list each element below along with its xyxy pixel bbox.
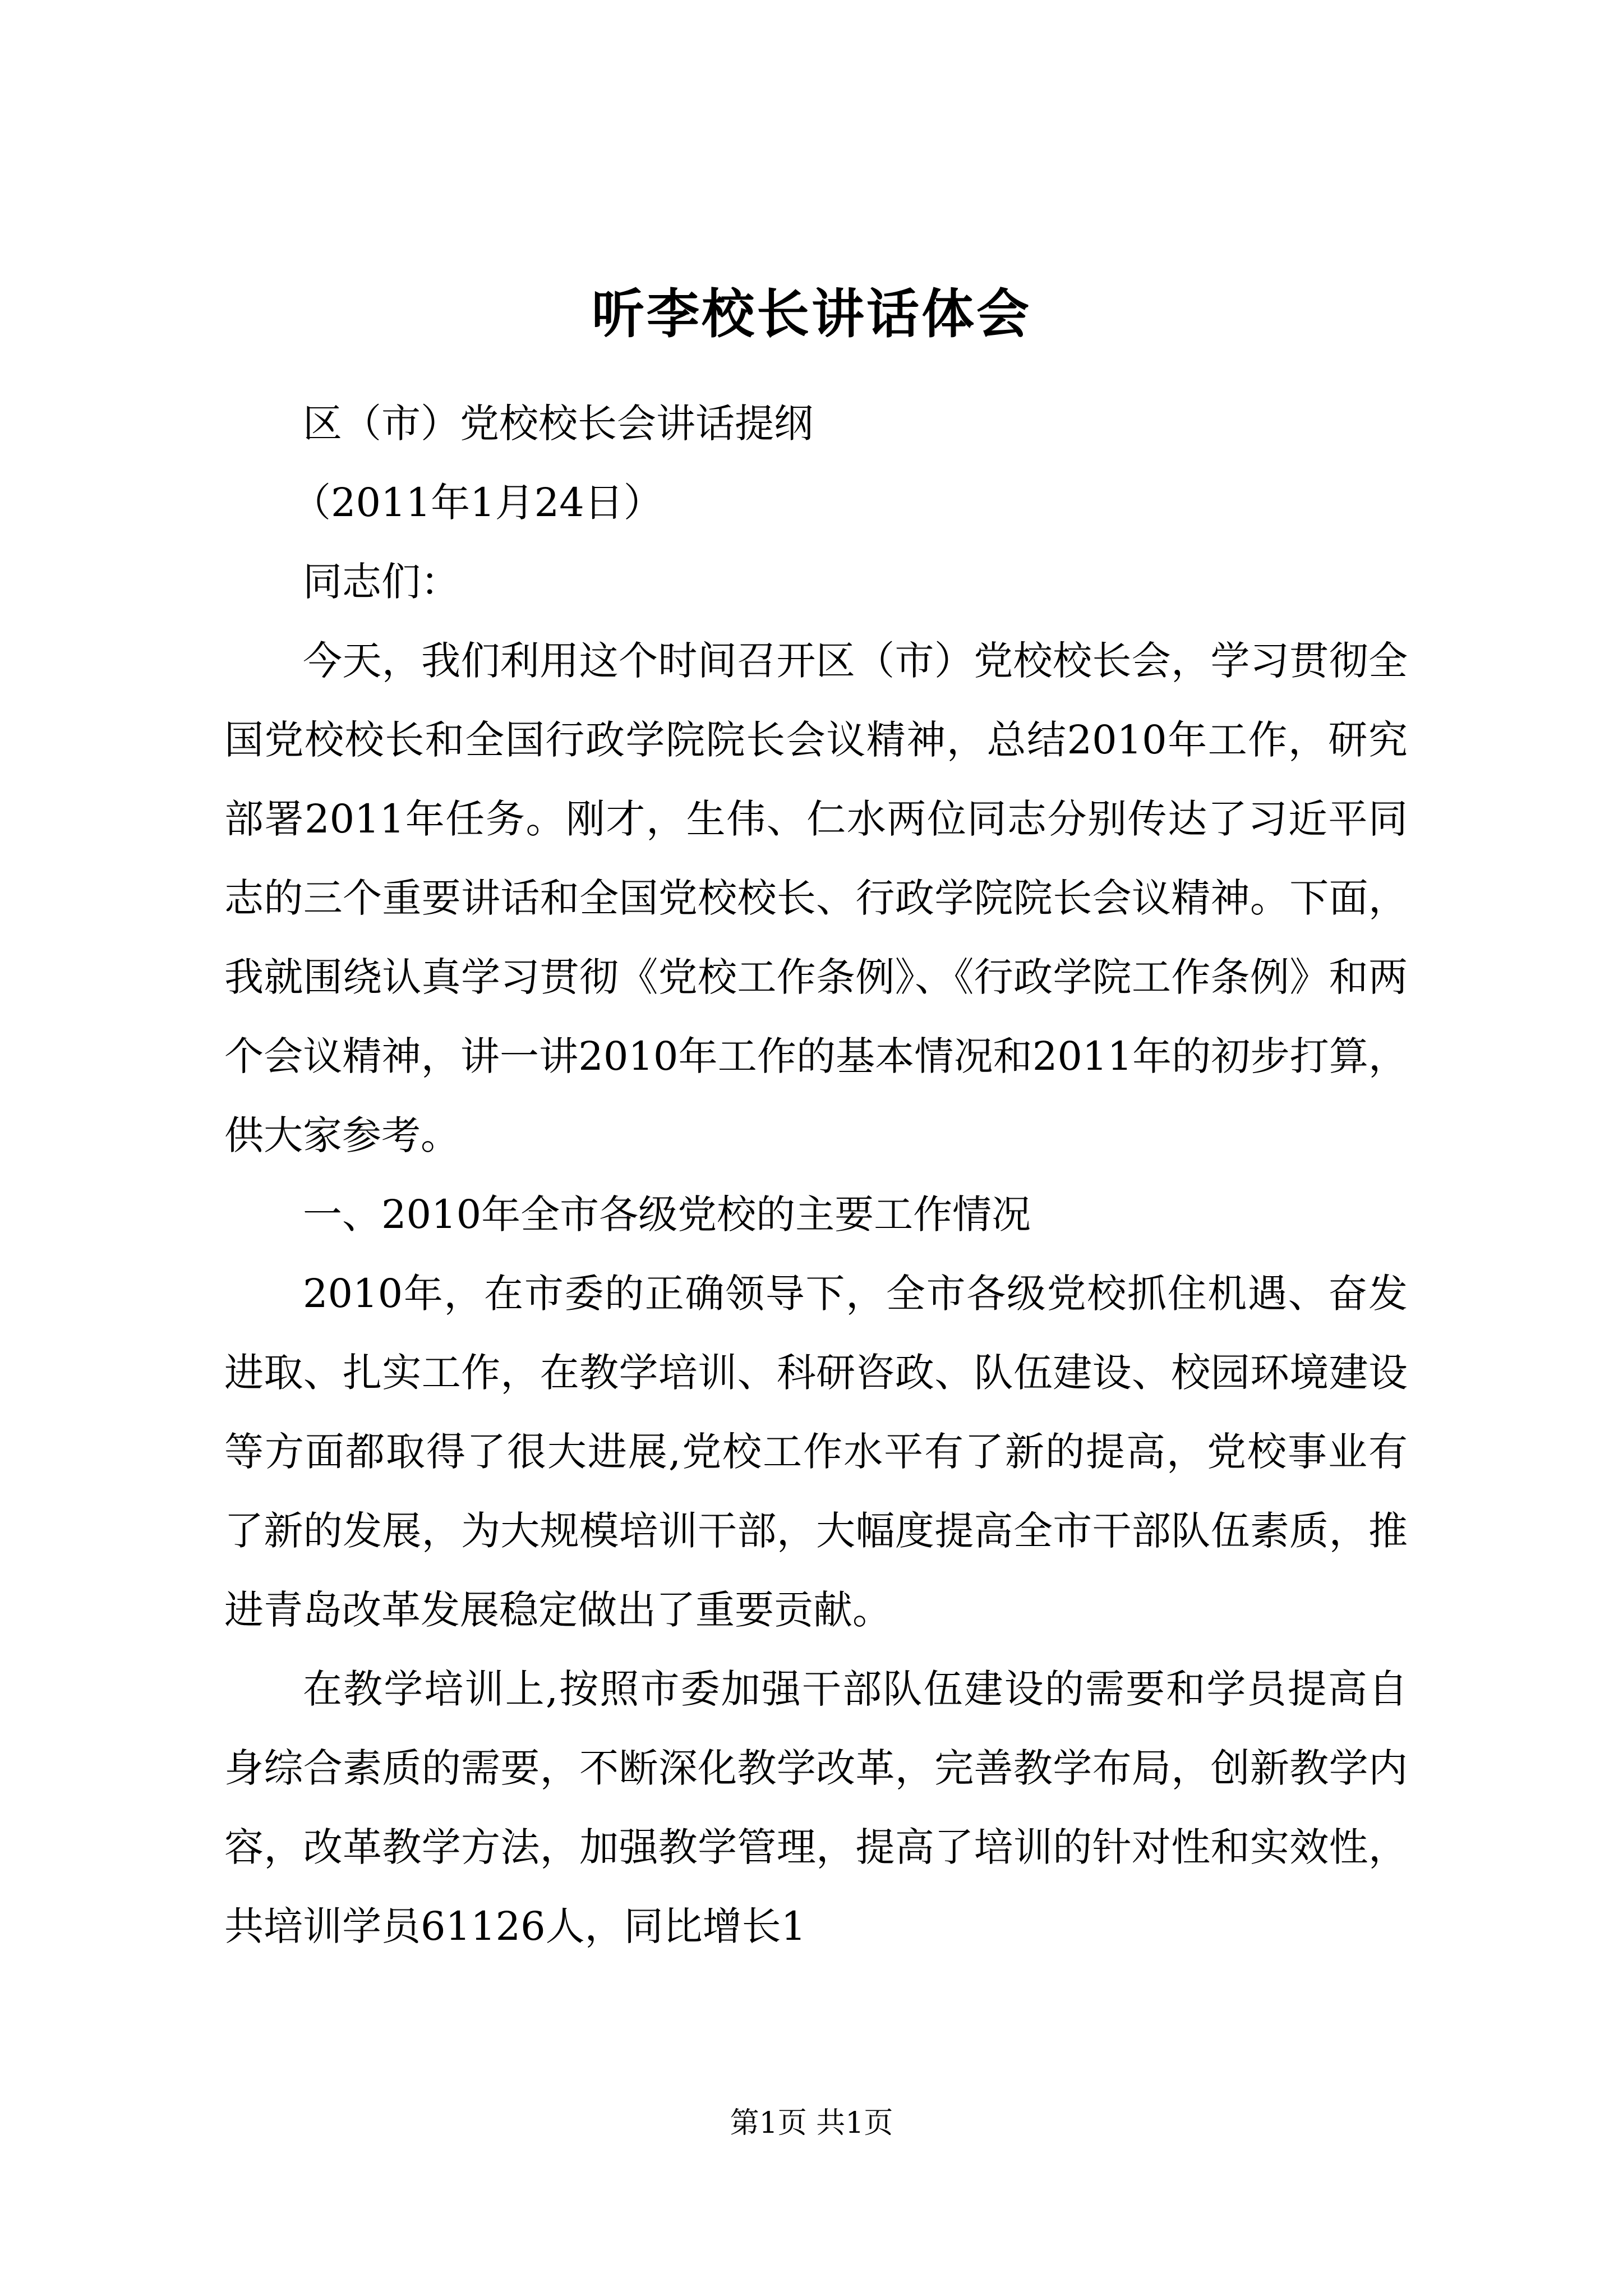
document-body [224, 384, 1408, 1966]
paragraph-intro: 今天，我们利用这个时间召开区（市）党校校长会，学习贯彻全国党校校长和全国行政学院院长会议精神，总结2010年工作，研究部署2011年任务。刚才，生伟、仁水两位同志分别传达了习近平同志的三个重要讲话和全国党校校长、行政学院院长会议精神。下面，我就围绕认真学习贯彻《党校工作条例》、《行政学院工作条例》和两个会议精神，讲一讲2010年工作的基本情况和2011年的初步打算，供大家参考。 [224, 638, 1408, 1158]
document-title: 听李校长讲话体会 [591, 283, 1031, 345]
paragraph-teaching: 在教学培训上,按照市委加强干部队伍建设的需要和学员提高自身综合素质的需要，不断深化教学改革，完善教学布局，创新教学内容，改革教学方法，加强教学管理，提高了培训的针对性和实效性，共培训学员61126人，同比增长1 [224, 1666, 1408, 1949]
paragraph-2010-summary: 2010年，在市委的正确领导下，全市各级党校抓住机遇、奋发进取、扎实工作，在教学培训、科研咨政、队伍建设、校园环境建设等方面都取得了很大进展,党校工作水平有了新的提高，党校事业有了新的发展，为大规模培训干部，大幅度提高全市干部队伍素质，推进青岛改革发展稳定做出了重要贡献。 [224, 1271, 1408, 1633]
section-heading-1: 一、2010年全市各级党校的主要工作情况 [303, 1191, 1031, 1237]
salutation: 同志们： [303, 559, 460, 605]
page-footer: 第1页 共1页 [730, 2106, 893, 2140]
heading-outline: 区（市）党校校长会讲话提纲 [303, 401, 813, 447]
date-line: （2011年1月24日） [292, 480, 663, 526]
